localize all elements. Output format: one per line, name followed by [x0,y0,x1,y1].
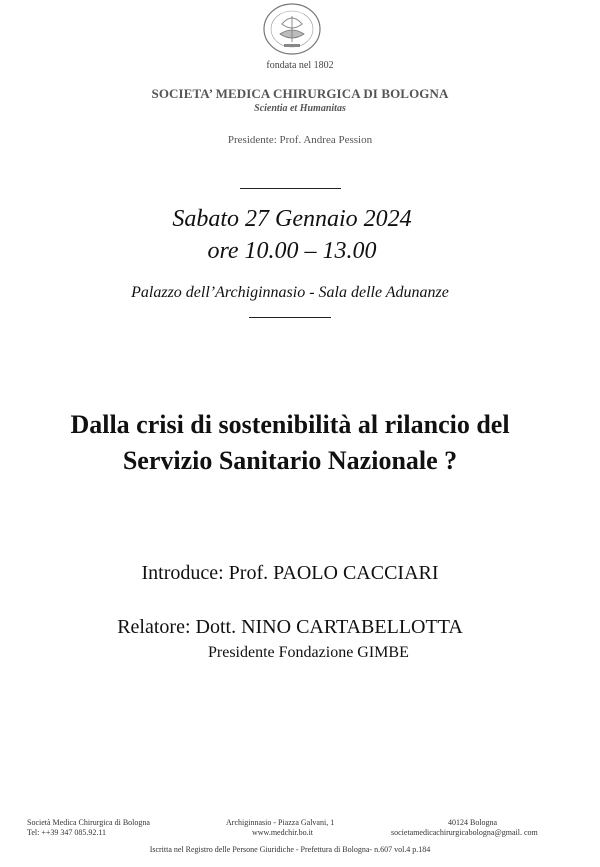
speaker: Relatore: Dott. NINO CARTABELLOTTA [117,616,463,638]
event-venue: Palazzo dell’Archiginnasio - Sala delle Adunanze [131,284,449,301]
introducer: Introduce: Prof. PAOLO CACCIARI [141,562,439,584]
footer-email: societamedicachirurgicabologna@gmail. com [391,828,538,837]
speaker-role: Presidente Fondazione GIMBE [208,644,409,661]
footer-address: Archiginnasio - Piazza Galvani, 1 [226,818,335,827]
society-seal-logo [262,2,322,56]
divider-bottom [249,317,331,318]
society-name: SOCIETA’ MEDICA CHIRURGICA DI BOLOGNA [151,86,449,101]
event-title-line1: Dalla crisi di sostenibilità al rilancio del [70,410,510,439]
society-motto: Scientia et Humanitas [254,103,346,114]
footer-phone: Tel: ++39 347 085.92.11 [27,828,107,837]
society-president: Presidente: Prof. Andrea Pession [227,134,373,146]
footer-website: www.medchir.bo.it [252,828,314,837]
footer-registry: Iscritta nel Registro delle Persone Giuridiche - Prefettura di Bologna- n.607 vol.4 p.184 [149,845,431,854]
founded-year: fondata nel 1802 [266,60,334,71]
event-date: Sabato 27 Gennaio 2024 [172,206,412,232]
divider-top [240,188,341,189]
footer-city: 40124 Bologna [448,818,498,827]
footer-org: Società Medica Chirurgica di Bologna [27,818,150,827]
event-time: ore 10.00 – 13.00 [207,238,377,264]
event-title-line2: Servizio Sanitario Nazionale ? [122,446,458,475]
